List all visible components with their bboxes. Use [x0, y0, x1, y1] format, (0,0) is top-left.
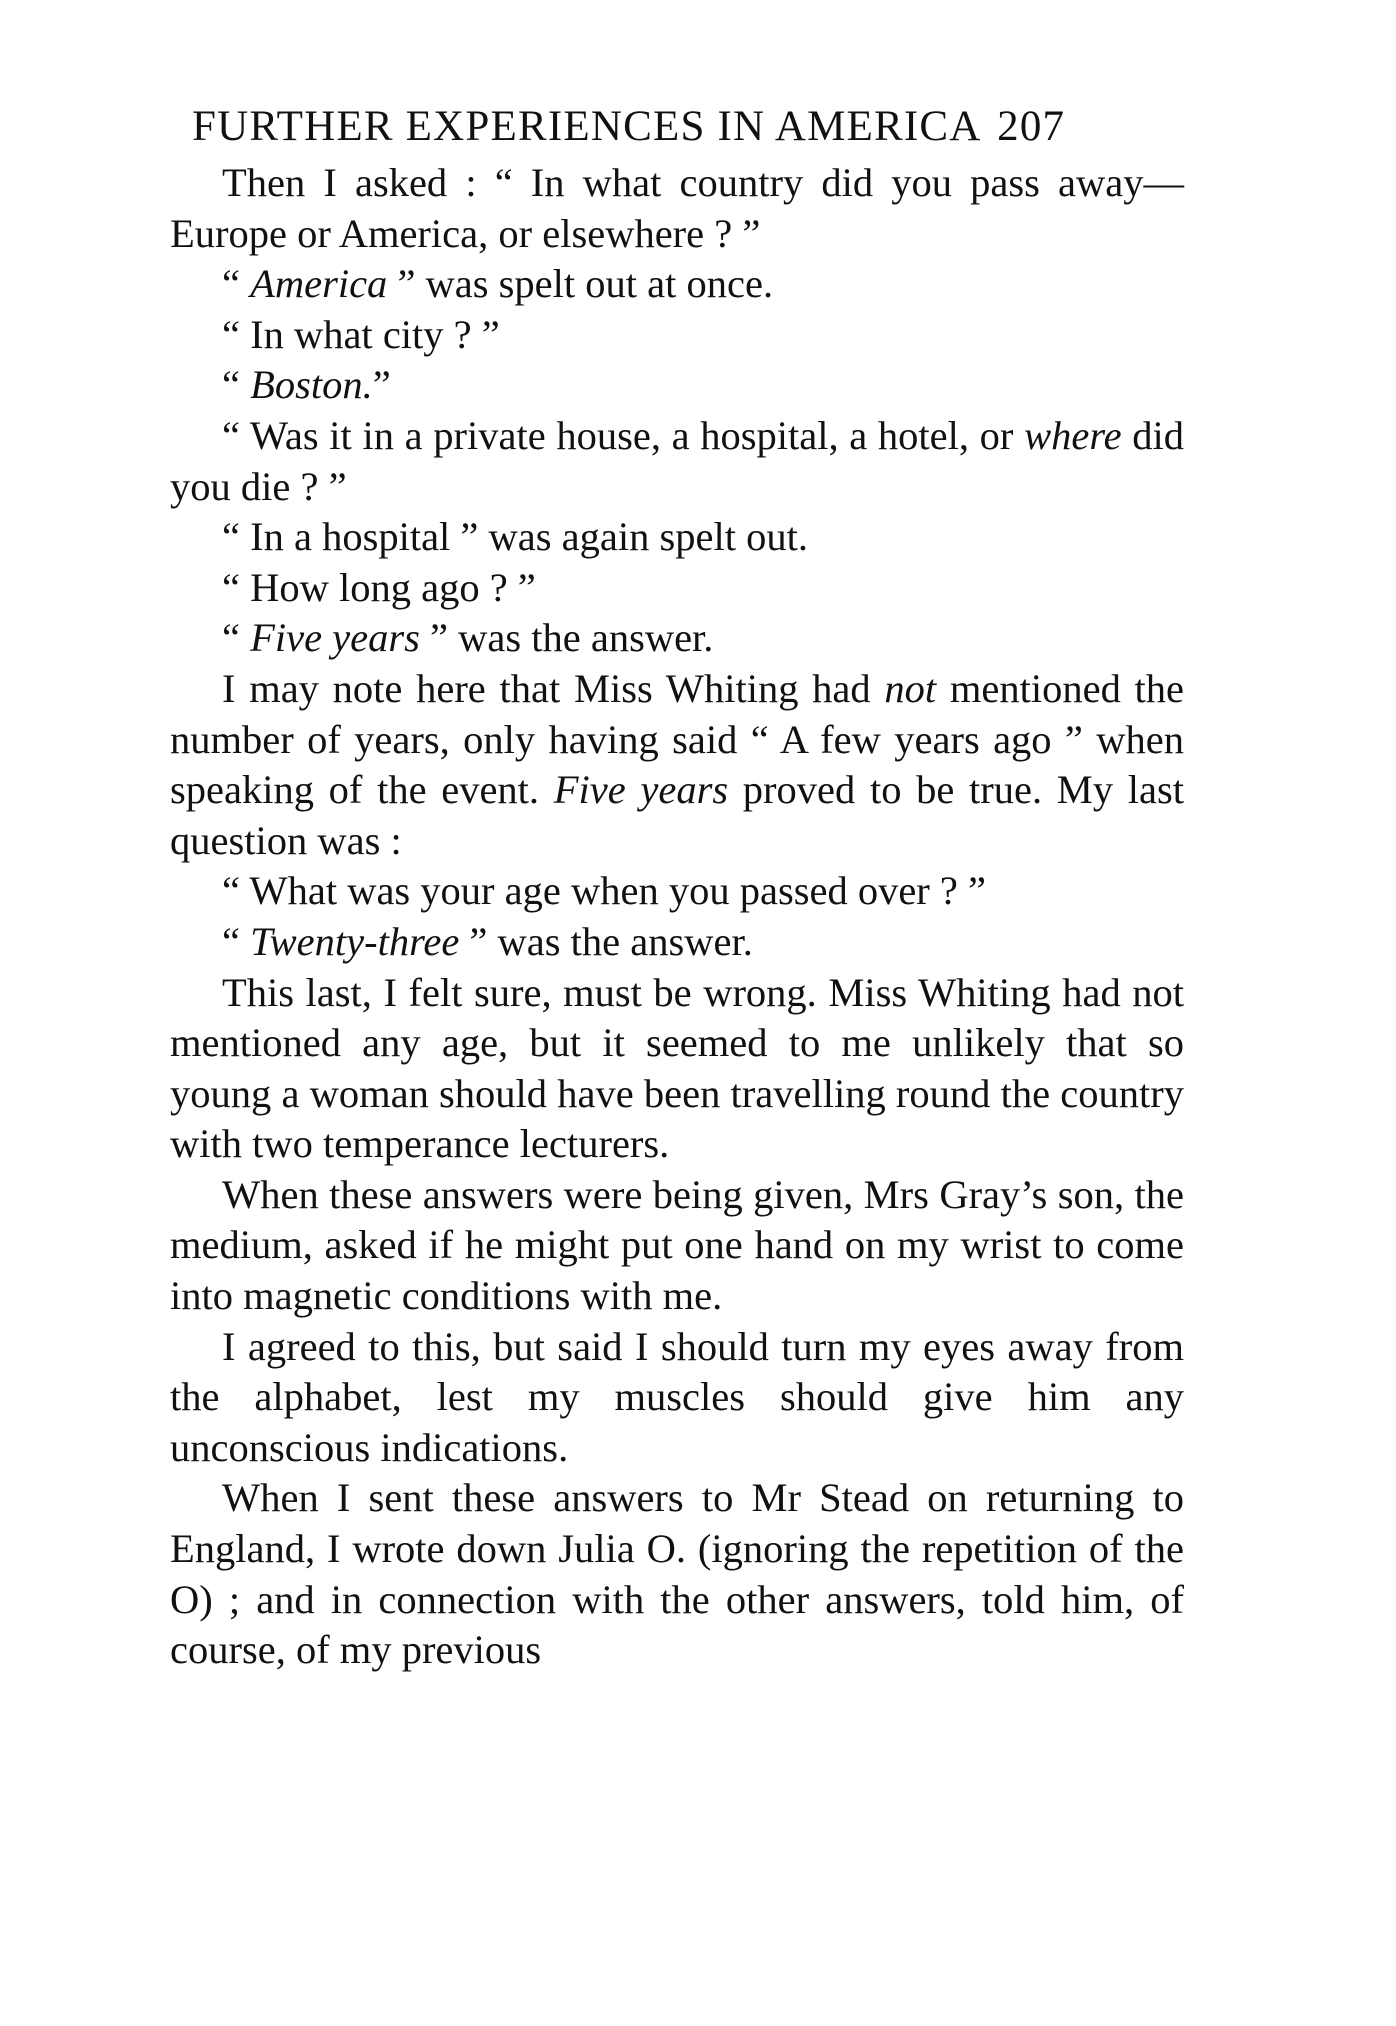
text-run: I agreed to this, but said I should turn my eyes away from the alphabet, lest my muscles should give him any unconscious indications.: [170, 1323, 1184, 1470]
paragraph: [170, 411, 1184, 512]
paragraph: [170, 664, 1184, 866]
italic-run: Five years: [250, 615, 420, 661]
text-run: “ In a hospital ” was again spelt out.: [222, 514, 808, 560]
paragraph: [170, 917, 1184, 968]
italic-run: where: [1024, 412, 1122, 458]
text-run: mentioned the number of years, only having said “ A few years ago ” when speaking of the event.: [170, 665, 1185, 813]
text-run: When these answers were being given, Mrs Gray’s son, the medium, asked if he might put one hand on my wrist to come into magnetic conditions with me.: [170, 1171, 1184, 1319]
text-run: ” was spelt out at once.: [387, 261, 774, 307]
paragraph: [170, 1170, 1184, 1322]
paragraph: [170, 866, 1184, 917]
italic-run: Twenty-three: [250, 918, 460, 964]
text-run: This last, I felt sure, must be wrong. Miss Whiting had not mentioned any age, but it seemed to me unlikely that so young a woman should have been travelling round the country with two temperance lecturers.: [170, 969, 1184, 1167]
text-run: did you die ? ”: [170, 412, 1184, 509]
text-run: ”: [372, 362, 391, 408]
paragraph: [170, 613, 1184, 664]
text-run: “: [222, 615, 251, 661]
text-run: “ Was it in a private house, a hospital, a hotel, or: [222, 412, 1025, 458]
text-run: proved to be true. My last question was :: [170, 767, 1184, 863]
book-page: [170, 96, 1184, 1676]
text-run: ” was the answer.: [419, 615, 714, 661]
text-run: “: [222, 918, 251, 964]
paragraph: [170, 310, 1184, 361]
text-run: Then I asked : “ In what country did you pass away—Europe or America, or elsewhere ? ”: [170, 160, 1184, 256]
paragraph: [170, 259, 1184, 310]
text-run: ” was the answer.: [459, 918, 753, 964]
text-run: I may note here that Miss Whiting had: [222, 665, 885, 711]
italic-run: not: [884, 665, 937, 711]
running-head: [192, 96, 1184, 158]
paragraph: [170, 1322, 1184, 1474]
text-run: “ How long ago ? ”: [222, 564, 536, 610]
italic-run: America: [250, 261, 388, 307]
body-text: [170, 158, 1184, 1676]
paragraph: [170, 158, 1184, 259]
paragraph: [170, 360, 1184, 411]
page-number: 207: [997, 103, 1066, 150]
text-run: “ What was your age when you passed over ? ”: [222, 868, 986, 914]
paragraph: [170, 1473, 1184, 1675]
paragraph: [170, 968, 1184, 1170]
italic-run: Boston.: [250, 362, 373, 408]
text-run: “: [222, 362, 251, 408]
italic-run: Five years: [553, 767, 729, 813]
text-run: “: [222, 261, 251, 307]
text-run: When I sent these answers to Mr Stead on returning to England, I wrote down Julia O. (ignoring the repetition of the O) ; and in connection with the other answers, told him, of course, of my previous: [170, 1475, 1184, 1673]
text-run: “ In what city ? ”: [222, 311, 500, 357]
paragraph: [170, 512, 1184, 563]
paragraph: [170, 563, 1184, 614]
running-head-title: FURTHER EXPERIENCES IN AMERICA: [192, 103, 980, 150]
